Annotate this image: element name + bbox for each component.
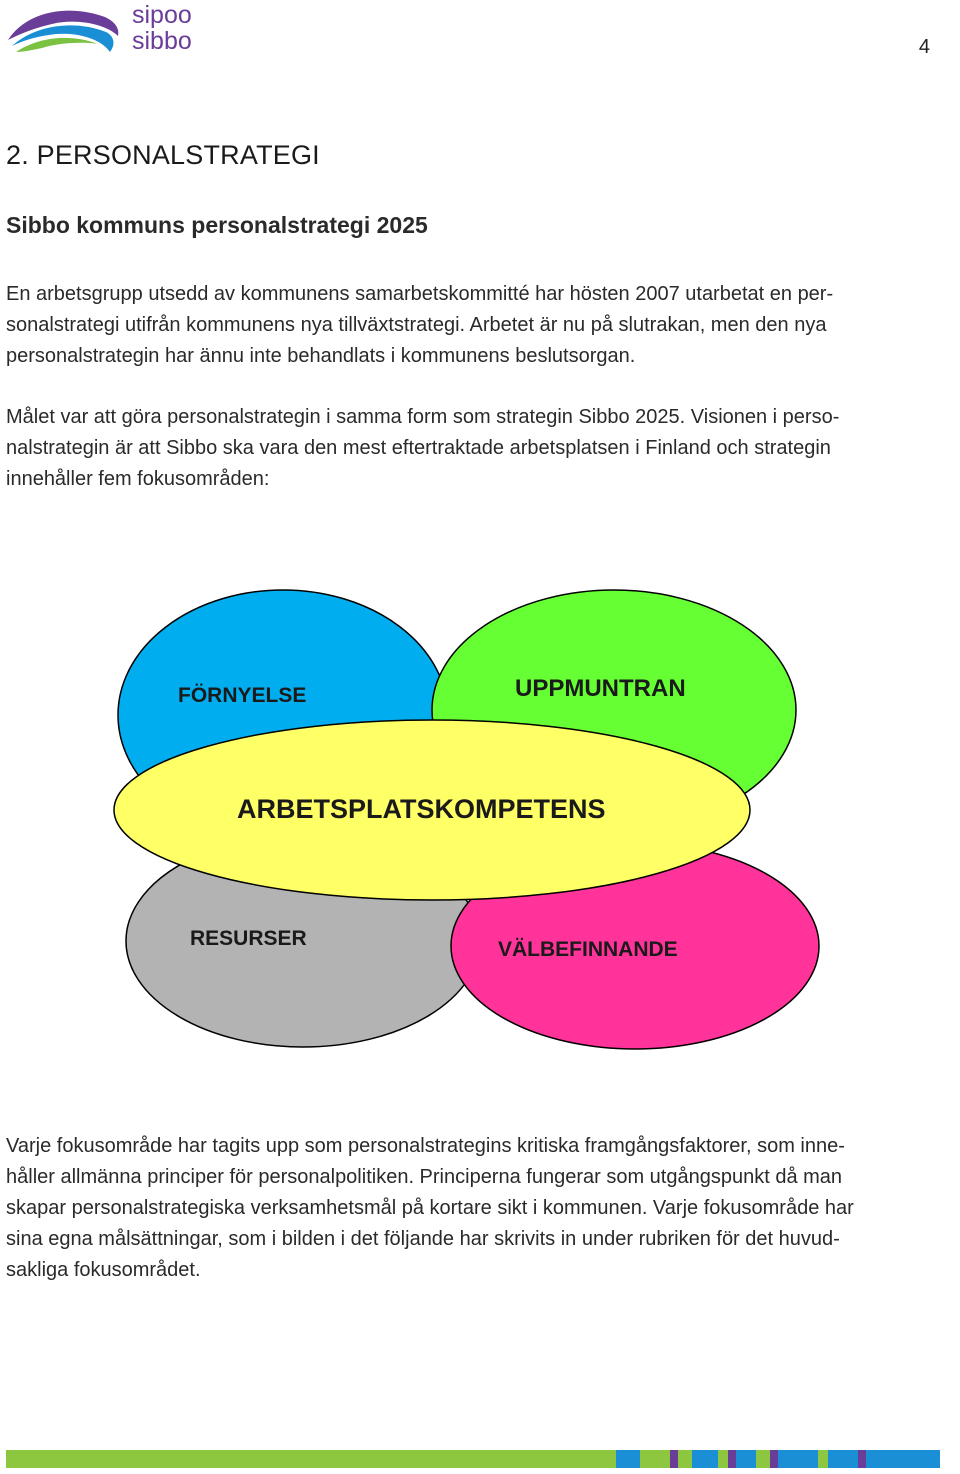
- footer-stripe-blue: [778, 1450, 818, 1468]
- footer-stripe-green: [756, 1450, 770, 1468]
- footer-stripe-purple: [670, 1450, 678, 1468]
- section-heading: 2. PERSONALSTRATEGI: [6, 140, 320, 170]
- paragraph-line: innehåller fem fokusområden:: [6, 468, 270, 490]
- resurser-label: RESURSER: [190, 927, 307, 950]
- uppmuntran-label: UPPMUNTRAN: [515, 675, 686, 702]
- paragraph-line: sakliga fokusområdet.: [6, 1259, 201, 1281]
- paragraph-line: nalstrategin är att Sibbo ska vara den mest eftertraktade arbetsplatsen i Finland och strategin: [6, 437, 831, 459]
- logo-line-sipoo: sipoo: [132, 1, 192, 29]
- footer-stripe-purple: [858, 1450, 866, 1468]
- valbefinnande-label: VÄLBEFINNANDE: [498, 938, 678, 961]
- fornyelse-label: FÖRNYELSE: [178, 684, 307, 707]
- vision-paragraph: [6, 402, 956, 495]
- footer-stripe-green: [640, 1450, 670, 1468]
- arbetsplatskompetens-label: ARBETSPLATSKOMPETENS: [237, 794, 606, 824]
- focus-areas-diagram: [0, 580, 960, 1060]
- paragraph-line: sina egna målsättningar, som i bilden i det följande har skrivits in under rubriken för det huvud-: [6, 1228, 840, 1250]
- footer-stripe-blue: [616, 1450, 640, 1468]
- paragraph-line: Varje fokusområde har tagits upp som personalstrategins kritiska framgångsfaktorer, som inne-: [6, 1135, 845, 1157]
- footer-stripe-purple: [770, 1450, 778, 1468]
- footer-stripe-green: [678, 1450, 692, 1468]
- subsection-heading: Sibbo kommuns personalstrategi 2025: [6, 212, 428, 238]
- footer-stripe-purple: [728, 1450, 736, 1468]
- paragraph-line: sonalstrategi utifrån kommunens nya tillväxtstrategi. Arbetet är nu på slutrakan, men den nya: [6, 314, 827, 336]
- footer-stripe-blue: [692, 1450, 718, 1468]
- paragraph-line: skapar personalstrategiska verksamhetsmål på kortare sikt i kommunen. Varje fokusområde har: [6, 1197, 854, 1219]
- intro-paragraph: [6, 279, 956, 372]
- focus-areas-paragraph: [6, 1131, 956, 1286]
- logo-line-sibbo: sibbo: [132, 27, 192, 55]
- footer-stripe-green: [6, 1450, 616, 1468]
- paragraph-line: håller allmänna principer för personalpolitiken. Principerna fungerar som utgångspunkt då man: [6, 1166, 843, 1188]
- page-number: 4: [918, 36, 930, 58]
- logo-wordmark: [132, 2, 192, 54]
- paragraph-line: personalstrategin har ännu inte behandlats i kommunens beslutsorgan.: [6, 345, 636, 367]
- footer-stripe-blue: [736, 1450, 756, 1468]
- footer-stripe-blue: [866, 1450, 940, 1468]
- paragraph-line: En arbetsgrupp utsedd av kommunens samarbetskommitté har hösten 2007 utarbetat en per-: [6, 283, 834, 305]
- paragraph-line: Målet var att göra personalstrategin i samma form som strategin Sibbo 2025. Visionen i perso-: [6, 406, 840, 428]
- footer-stripe-green: [818, 1450, 828, 1468]
- logo-wave-icon: [6, 2, 124, 58]
- footer-stripe-blue: [828, 1450, 858, 1468]
- footer-stripe-green: [718, 1450, 728, 1468]
- sipoo-sibbo-logo: [6, 0, 206, 60]
- footer-stripe-bar: [6, 1450, 940, 1468]
